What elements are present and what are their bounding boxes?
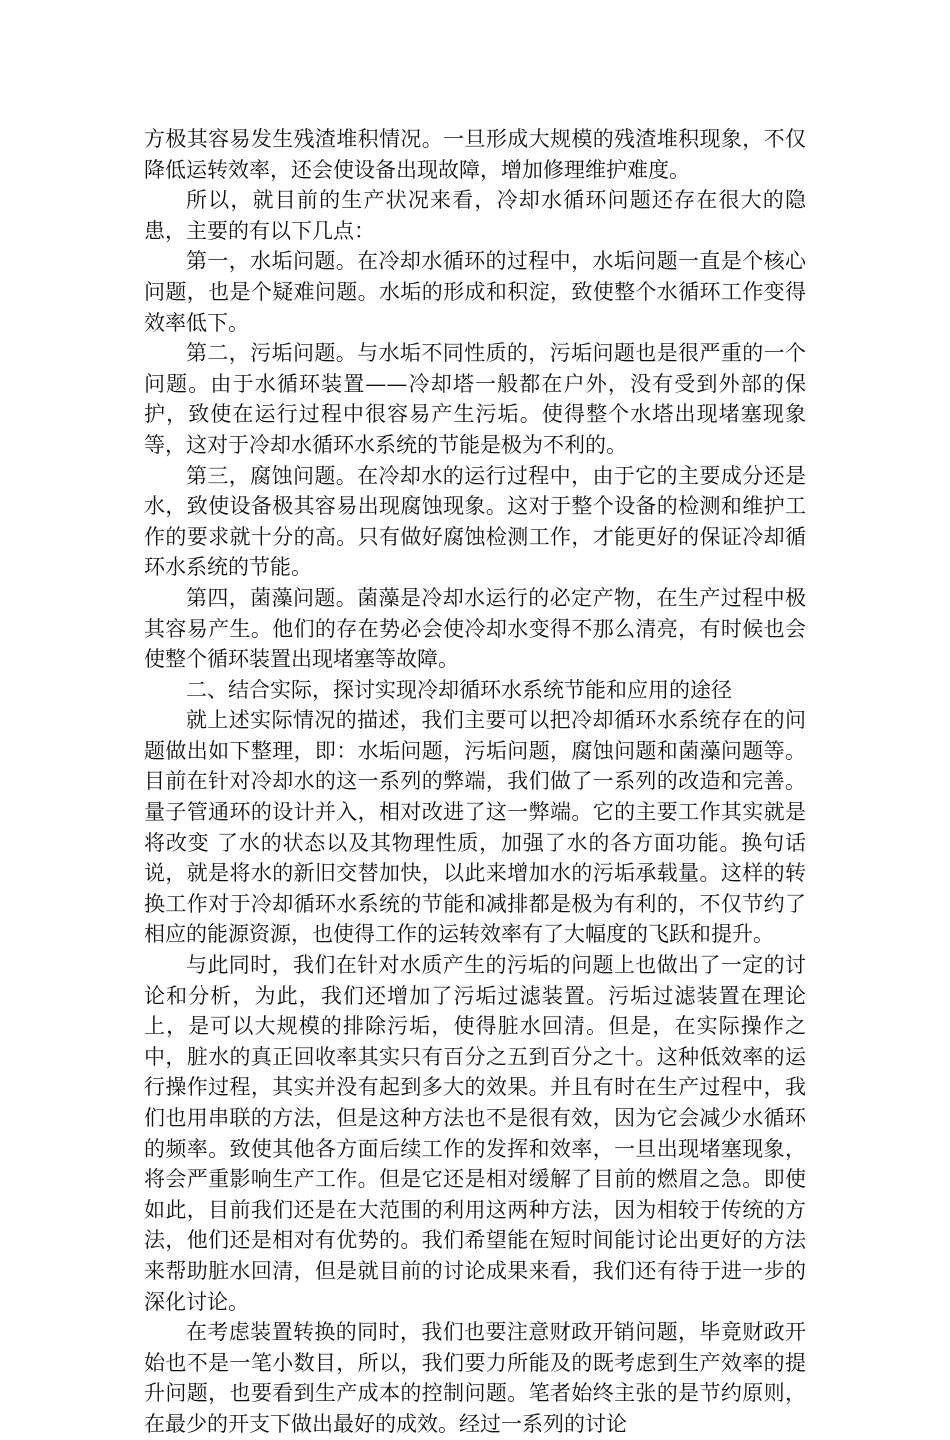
paragraph-filter-device: 与此同时，我们在针对水质产生的污垢的问题上也做出了一定的讨论和分析，为此，我们还增加了污垢过滤装置。污垢过滤装置在理论上，是可以大规模的排除污垢，使得脏水回清。但是，在实际操作之中，脏水的真正回收率其实只有百分之五到百分之十。这种低效率的运行操作过程，其实并没有起到多大的效果。并且有时在生产过程中，我们也用串联的方法，但是这种方法也不是很有效，因为它会减少水循环的频率。致使其他各方面后续工作的发挥和效率，一旦出现堵塞现象，将会严重影响生产工作。但是它还是相对缓解了目前的燃眉之急。即使如此，目前我们还是在大范围的利用这两种方法，因为相较于传统的方法，他们还是相对有优势的。我们希望能在短时间能讨论出更好的方法来帮助脏水回清，但是就目前的讨论成果来看，我们还有待于进一步的深化讨论。 — [144, 953, 806, 1314]
paragraph-corrosion-problem: 第三，腐蚀问题。在冷却水的运行过程中，由于它的主要成分还是水，致使设备极其容易出现腐蚀现象。这对于整个设备的检测和维护工作的要求就十分的高。只有做好腐蚀检测工作，才能更好的保证冷却循环水系统的节能。 — [144, 463, 806, 580]
paragraph-improvements: 就上述实际情况的描述，我们主要可以把冷却循环水系统存在的问题做出如下整理，即：水垢问题，污垢问题，腐蚀问题和菌藻问题等。目前在针对冷却水的这一系列的弊端，我们做了一系列的改造和完善。量子管通环的设计并入，相对改进了这一弊端。它的主要工作其实就是将改变 了水的状态以及其物理性质，加强了水的各方面功能。换句话说，就是将水的新旧交替加快，以此来增加水的污垢承载量。这样的转换工作对于冷却循环水系统的节能和减排都是极为有利的，不仅节约了相应的能源资源，也使得工作的运转效率有了大幅度的飞跃和提升。 — [144, 708, 806, 947]
paragraph-scale-problem: 第一，水垢问题。在冷却水循环的过程中，水垢问题一直是个核心问题，也是个疑难问题。水垢的形成和积淀，致使整个水循环工作变得效率低下。 — [144, 249, 806, 335]
paragraph-hidden-dangers-intro: 所以，就目前的生产状况来看，冷却水循环问题还存在很大的隐患，主要的有以下几点： — [144, 188, 806, 243]
paragraph-continuation: 方极其容易发生残渣堆积情况。一旦形成大规模的残渣堆积现象，不仅降低运转效率，还会使设备出现故障，增加修理维护难度。 — [144, 127, 806, 182]
paragraph-cost-control: 在考虑装置转换的同时，我们也要注意财政开销问题，毕竟财政开始也不是一笔小数目，所以，我们要力所能及的既考虑到生产效率的提升问题，也要看到生产成本的控制问题。笔者始终主张的是节约原则，在最少的开支下做出最好的成效。经过一系列的讨论 — [144, 1320, 806, 1436]
paragraph-dirt-problem: 第二，污垢问题。与水垢不同性质的，污垢问题也是很严重的一个问题。由于水循环装置——冷却塔一般都在户外，没有受到外部的保护，致使在运行过程中很容易产生污垢。使得整个水塔出现堵塞现象等，这对于冷却水循环水系统的节能是极为不利的。 — [144, 341, 806, 457]
paragraph-algae-problem: 第四，菌藻问题。菌藻是冷却水运行的必定产物，在生产过程中极其容易产生。他们的存在势必会使冷却水变得不那么清亮，有时候也会使整个循环装置出现堵塞等故障。 — [144, 585, 806, 672]
document-body — [144, 124, 806, 1440]
section-heading: 二、结合实际，探讨实现冷却循环水系统节能和应用的途径 — [186, 677, 732, 702]
